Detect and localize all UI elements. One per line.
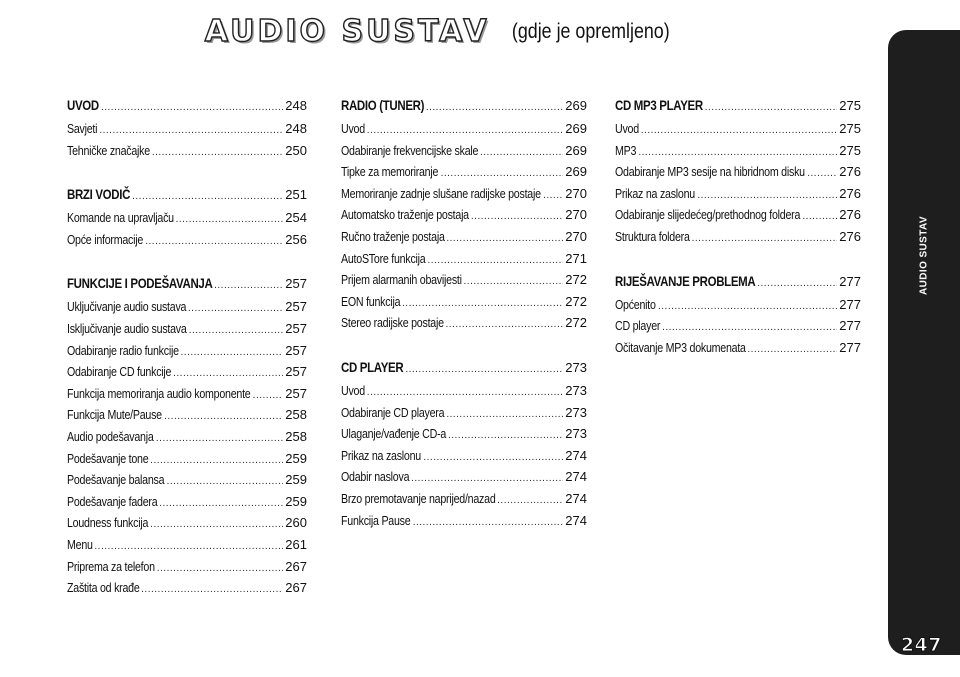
dot-leader xyxy=(641,120,838,140)
dot-leader xyxy=(145,231,283,251)
toc-entry-title: Automatsko traženje postaja xyxy=(341,207,469,223)
toc-entry-page: 276 xyxy=(839,185,861,201)
toc-entry-title: EON funkcija xyxy=(341,293,401,309)
page-subtitle: (gdje je opremljeno) xyxy=(511,19,670,43)
toc-entry-title: Isključivanje audio sustava xyxy=(67,320,187,336)
toc-section-heading[interactable] xyxy=(341,354,587,380)
toc-entry-title: Zaštita od krađe xyxy=(67,580,140,596)
toc-entry-page: 248 xyxy=(285,121,307,136)
dot-leader xyxy=(705,95,838,118)
toc-entry-page: 258 xyxy=(285,407,307,423)
toc-entry-title: CD player xyxy=(615,318,661,334)
dot-leader xyxy=(152,142,283,162)
toc-entry-title: Savjeti xyxy=(67,121,98,136)
toc-entry-title: Tipke za memoriranje xyxy=(341,164,439,180)
toc-entry-page: 269 xyxy=(565,98,587,113)
toc-entry-title: Opće informacije xyxy=(67,231,144,247)
toc-entry-page: 269 xyxy=(565,164,587,180)
dot-leader xyxy=(176,209,284,229)
dot-leader xyxy=(181,342,284,362)
toc-entry[interactable] xyxy=(615,294,861,316)
section-gap xyxy=(67,161,307,181)
toc-entry[interactable] xyxy=(615,183,861,205)
toc-entry[interactable] xyxy=(341,204,587,226)
toc-entry-page: 267 xyxy=(285,558,307,574)
toc-entry-page: 274 xyxy=(565,512,587,528)
toc-entry-title: Komande na upravljaču xyxy=(67,210,174,226)
dot-leader xyxy=(150,450,283,470)
toc-entry-page: 277 xyxy=(839,339,861,355)
section-gap xyxy=(615,248,861,268)
toc-entry-page: 276 xyxy=(839,207,861,223)
toc-entry-page: 270 xyxy=(565,228,587,244)
toc-entry-page: 273 xyxy=(565,359,587,375)
dot-leader xyxy=(807,163,837,183)
toc-entry-title: Priprema za telefon xyxy=(67,558,155,574)
toc-entry-title: Podešavanje tone xyxy=(67,450,149,466)
toc-entry-title: RIJEŠAVANJE PROBLEMA xyxy=(615,272,756,289)
toc-entry[interactable] xyxy=(615,140,861,162)
toc-entry[interactable] xyxy=(341,140,587,162)
toc-entry-title: MP3 xyxy=(615,142,637,158)
toc-entry-page: 250 xyxy=(285,142,307,158)
toc-entry-page: 269 xyxy=(565,142,587,158)
toc-entry[interactable] xyxy=(67,491,307,513)
dot-leader xyxy=(497,490,563,510)
toc-entry-title: Uvod xyxy=(341,121,365,136)
dot-leader xyxy=(167,471,284,491)
toc-entry-page: 277 xyxy=(839,318,861,334)
dot-leader xyxy=(99,120,283,140)
toc-entry[interactable] xyxy=(615,337,861,359)
toc-entry-title: Uključivanje audio sustava xyxy=(67,299,187,315)
toc-entry-page: 271 xyxy=(565,250,587,266)
toc-section-heading[interactable] xyxy=(615,268,861,294)
dot-leader xyxy=(747,339,837,359)
toc-entry-title: Očitavanje MP3 dokumenata xyxy=(615,339,746,355)
toc-entry-title: RADIO (TUNER) xyxy=(341,97,425,113)
toc-entry[interactable] xyxy=(67,512,307,534)
toc-column-1 xyxy=(67,92,307,599)
page-title: AUDIO SUSTAV xyxy=(204,14,490,49)
toc-entry-title: Odabiranje CD funkcije xyxy=(67,364,172,380)
toc-entry-page: 267 xyxy=(285,580,307,596)
toc-entry-page: 270 xyxy=(565,207,587,223)
toc-section-heading[interactable] xyxy=(67,270,307,296)
toc-entry-title: Struktura foldera xyxy=(615,228,690,244)
toc-entry-page: 257 xyxy=(285,342,307,358)
toc-entry-page: 276 xyxy=(839,164,861,180)
dot-leader xyxy=(164,406,283,426)
toc-entry[interactable] xyxy=(67,318,307,340)
toc-entry-title: Memoriranje zadnje slušane radijske postaje xyxy=(341,185,541,201)
toc-entry[interactable] xyxy=(67,296,307,318)
toc-entry[interactable] xyxy=(341,291,587,313)
dot-leader xyxy=(405,357,563,380)
dot-leader xyxy=(367,120,564,140)
toc-entry-title: Općenito xyxy=(615,296,656,312)
toc-entry-title: Odabiranje MP3 sesije na hibridnom disku xyxy=(615,164,805,180)
toc-entry-page: 273 xyxy=(565,404,587,420)
dot-leader xyxy=(101,95,283,118)
toc-entry[interactable] xyxy=(341,269,587,291)
toc-entry-page: 272 xyxy=(565,293,587,309)
toc-entry-title: Odabir naslova xyxy=(341,469,410,485)
dot-leader xyxy=(141,579,283,599)
toc-entry[interactable] xyxy=(341,118,587,140)
toc-entry-page: 259 xyxy=(285,472,307,488)
page-number: 247 xyxy=(900,634,942,656)
dot-leader xyxy=(658,296,837,316)
toc-entry-title: Loudness funkcija xyxy=(67,515,149,531)
dot-leader xyxy=(464,271,564,291)
toc-entry-page: 254 xyxy=(285,210,307,226)
dot-leader xyxy=(446,228,563,248)
toc-entry[interactable] xyxy=(67,426,307,448)
dot-leader xyxy=(159,493,283,513)
toc-entry[interactable] xyxy=(341,248,587,270)
toc-section-heading[interactable] xyxy=(67,92,307,118)
dot-leader xyxy=(189,320,284,340)
toc-entry-title: AutoSTore funkcija xyxy=(341,250,426,266)
toc-entry-title: Odabiranje slijedećeg/prethodnog foldera xyxy=(615,207,801,223)
toc-entry-title: Ulaganje/vađenje CD-a xyxy=(341,426,447,442)
toc-entry-title: Brzo premotavanje naprijed/nazad xyxy=(341,490,496,506)
dot-leader xyxy=(446,314,564,334)
dot-leader xyxy=(471,206,563,226)
toc-entry-page: 257 xyxy=(285,299,307,315)
toc-entry[interactable] xyxy=(67,577,307,599)
toc-entry[interactable] xyxy=(341,402,587,424)
toc-entry-title: Menu xyxy=(67,536,93,552)
dot-leader xyxy=(150,514,283,534)
toc-entry-page: 251 xyxy=(285,187,307,203)
toc-entry-page: 273 xyxy=(565,426,587,442)
toc-entry-page: 257 xyxy=(285,320,307,336)
toc-entry[interactable] xyxy=(67,140,307,162)
toc-entry-page: 259 xyxy=(285,450,307,466)
toc-entry-page: 273 xyxy=(565,382,587,398)
toc-entry-title: UVOD xyxy=(67,97,99,113)
toc-entry[interactable] xyxy=(67,469,307,491)
toc-entry-title: Odabiranje frekvencijske skale xyxy=(341,142,479,158)
dot-leader xyxy=(543,185,563,205)
toc-entry-title: Prikaz na zaslonu xyxy=(341,447,421,463)
dot-leader xyxy=(402,293,563,313)
toc-entry[interactable] xyxy=(67,383,307,405)
toc-entry-title: Stereo radijske postaje xyxy=(341,315,444,331)
toc-entry-title: Audio podešavanja xyxy=(67,428,154,444)
dot-leader xyxy=(173,363,283,383)
dot-leader xyxy=(156,428,283,448)
toc-entry-page: 259 xyxy=(285,493,307,509)
toc-entry-title: CD MP3 PLAYER xyxy=(615,97,703,113)
dot-leader xyxy=(480,142,563,162)
section-gap xyxy=(67,250,307,270)
toc-entry[interactable] xyxy=(67,448,307,470)
toc-section-heading[interactable] xyxy=(615,92,861,118)
toc-entry[interactable] xyxy=(341,312,587,334)
dot-leader xyxy=(441,163,564,183)
toc-entry[interactable] xyxy=(615,161,861,183)
toc-entry-title: BRZI VODIČ xyxy=(67,186,131,203)
toc-entry[interactable] xyxy=(341,488,587,510)
dot-leader xyxy=(692,228,838,248)
toc-entry-title: Funkcija Mute/Pause xyxy=(67,407,162,423)
toc-entry-page: 256 xyxy=(285,231,307,247)
section-tab xyxy=(888,30,960,655)
toc-entry[interactable] xyxy=(615,315,861,337)
toc-entry-page: 257 xyxy=(285,276,307,292)
dot-leader xyxy=(367,382,564,402)
toc-entry-title: Odabiranje CD playera xyxy=(341,404,445,420)
section-gap xyxy=(341,334,587,354)
dot-leader xyxy=(157,558,284,578)
dot-leader xyxy=(697,185,837,205)
toc-entry-title: Uvod xyxy=(341,382,365,398)
toc-entry-title: FUNKCIJE I PODEŠAVANJA xyxy=(67,275,213,292)
toc-entry[interactable] xyxy=(615,118,861,140)
toc-entry-title: Tehničke značajke xyxy=(67,142,150,158)
dot-leader xyxy=(188,298,283,318)
toc-entry[interactable] xyxy=(341,423,587,445)
toc-entry[interactable] xyxy=(615,204,861,226)
toc-entry[interactable] xyxy=(341,380,587,402)
toc-entry-page: 274 xyxy=(565,490,587,506)
dot-leader xyxy=(132,184,283,207)
dot-leader xyxy=(757,271,837,294)
dot-leader xyxy=(94,536,283,556)
toc-entry-title: Funkcija memoriranja audio komponente xyxy=(67,385,251,401)
toc-entry-page: 275 xyxy=(839,142,861,158)
dot-leader xyxy=(446,404,563,424)
toc-entry-page: 248 xyxy=(285,98,307,113)
toc-entry-page: 257 xyxy=(285,364,307,380)
section-tab-label: AUDIO SUSTAV xyxy=(918,216,930,295)
toc-entry[interactable] xyxy=(615,226,861,248)
toc-entry-page: 272 xyxy=(565,272,587,288)
page-header xyxy=(0,14,888,49)
toc-entry-page: 269 xyxy=(565,121,587,136)
dot-leader xyxy=(423,447,563,467)
toc-entry[interactable] xyxy=(341,510,587,532)
toc-entry[interactable] xyxy=(341,226,587,248)
toc-entry-page: 274 xyxy=(565,447,587,463)
toc-entry-page: 270 xyxy=(565,185,587,201)
toc-entry[interactable] xyxy=(67,556,307,578)
toc-entry[interactable] xyxy=(67,340,307,362)
dot-leader xyxy=(413,512,564,532)
toc-entry[interactable] xyxy=(341,466,587,488)
toc-entry-page: 261 xyxy=(285,536,307,552)
toc-entry-title: Prikaz na zaslonu xyxy=(615,185,695,201)
toc-section-heading[interactable] xyxy=(67,181,307,207)
toc-entry-page: 277 xyxy=(839,273,861,289)
dot-leader xyxy=(638,142,837,162)
toc-entry-page: 260 xyxy=(285,515,307,531)
toc-entry[interactable] xyxy=(67,404,307,426)
toc-entry[interactable] xyxy=(67,361,307,383)
dot-leader xyxy=(214,273,283,296)
dot-leader xyxy=(448,425,563,445)
toc-entry-title: Prijem alarmanih obavijesti xyxy=(341,272,462,288)
toc-entry-title: CD PLAYER xyxy=(341,358,404,375)
toc-section-heading[interactable] xyxy=(341,92,587,118)
toc-entry-page: 257 xyxy=(285,385,307,401)
toc-column-2 xyxy=(341,92,587,531)
toc-entry-page: 276 xyxy=(839,228,861,244)
dot-leader xyxy=(427,250,563,270)
toc-entry[interactable] xyxy=(67,207,307,229)
toc-entry-page: 275 xyxy=(839,121,861,136)
toc-entry-title: Funkcija Pause xyxy=(341,512,411,528)
toc-entry[interactable] xyxy=(341,161,587,183)
toc-entry-title: Ručno traženje postaja xyxy=(341,228,445,244)
toc-entry-page: 274 xyxy=(565,469,587,485)
toc-entry[interactable] xyxy=(67,118,307,140)
toc-entry-title: Podešavanje fadera xyxy=(67,493,158,509)
toc-entry-title: Uvod xyxy=(615,121,639,136)
toc-entry-page: 277 xyxy=(839,296,861,312)
toc-entry-page: 258 xyxy=(285,428,307,444)
toc-entry[interactable] xyxy=(341,183,587,205)
toc-entry[interactable] xyxy=(67,229,307,251)
toc-entry-title: Podešavanje balansa xyxy=(67,472,165,488)
toc-entry[interactable] xyxy=(341,445,587,467)
dot-leader xyxy=(426,95,563,118)
toc-entry[interactable] xyxy=(67,534,307,556)
dot-leader xyxy=(253,385,284,405)
toc-entry-page: 272 xyxy=(565,315,587,331)
toc-entry-title: Odabiranje radio funkcije xyxy=(67,342,179,358)
toc-column-3 xyxy=(615,92,861,358)
toc-entry-page: 275 xyxy=(839,98,861,113)
dot-leader xyxy=(662,317,837,337)
dot-leader xyxy=(802,206,837,226)
dot-leader xyxy=(411,468,563,488)
